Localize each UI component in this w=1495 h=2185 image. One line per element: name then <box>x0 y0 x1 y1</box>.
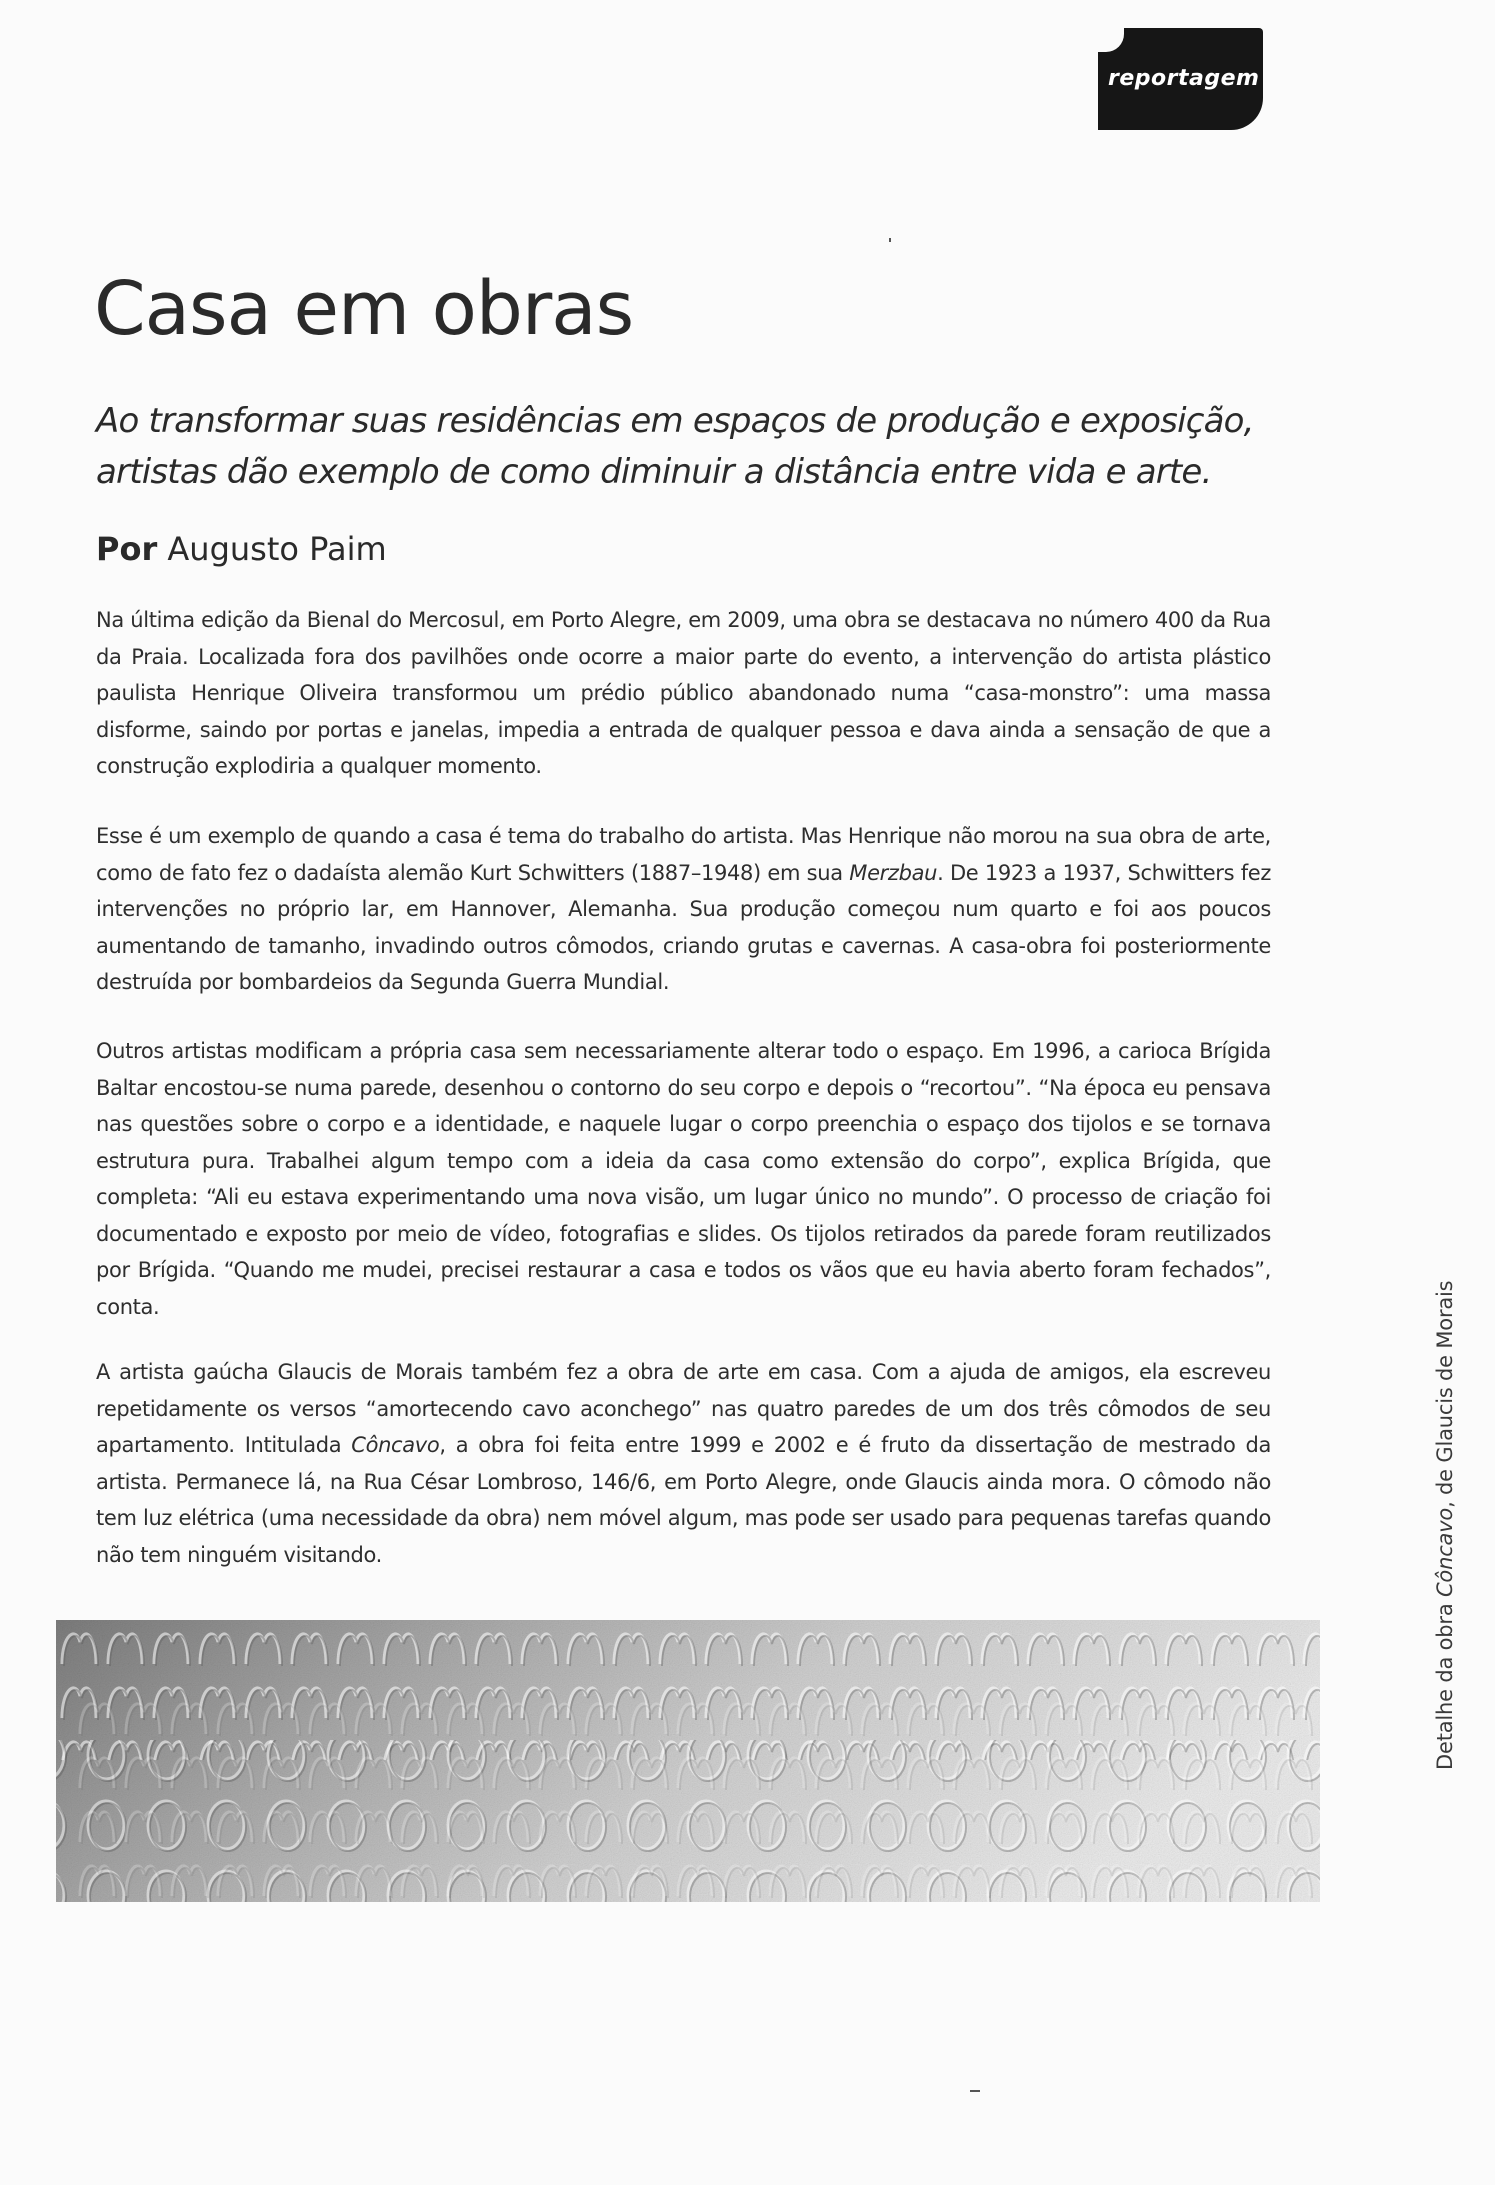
artwork-title-concavo: Côncavo <box>351 1433 440 1457</box>
photo-caption-text: Detalhe da obra <box>1433 1597 1457 1770</box>
artwork-photo <box>56 1620 1320 1902</box>
photo-caption-credit: , de Glaucis de Morais <box>1433 1280 1457 1508</box>
scan-speck <box>970 2090 980 2092</box>
article-subtitle: Ao transformar suas residências em espaços de produção e exposição, artistas dão exemplo de como diminuir a distância entre vida e arte. <box>96 401 1254 492</box>
paragraph-2-text-end: . De 1923 a 1937, Schwitters fez intervenções no próprio lar, em Hannover, Alemanha. Sua produção começou num quarto e foi aos poucos aumentando de tamanho, invadindo outros cômodos, criando grutas e cavernas. A casa-obra foi posteriormente destruída por bombardeios da Segunda Guerra Mundial. <box>96 860 1272 994</box>
paragraph-1: Na última edição da Bienal do Mercosul, em Porto Alegre, em 2009, uma obra se destacava no número 400 da Rua da Praia. Localizada fora dos pavilhões onde ocorre a maior parte do evento, a intervenção do artista plástico paulista Henrique Oliveira transformou um prédio público abandonado numa “casa-monstro”: uma massa disforme, saindo por portas e janelas, impedia a entrada de qualquer pessoa e dava ainda a sensação de que a construção explodiria a qualquer momento. <box>96 608 1271 778</box>
paragraph-4-text: A artista gaúcha Glaucis de Morais também fez a obra de arte em casa. Com a ajuda de amigos, ela escreveu repetidamente os versos “amortecendo cavo aconchego” nas quatro paredes de um dos três cômodos de seu apartamento. Intitulada <box>96 1360 1271 1457</box>
paragraph-2 <box>96 818 1271 1001</box>
scan-speck <box>889 238 891 242</box>
byline-prefix: Por <box>96 530 158 568</box>
paragraph-2-text: Esse é um exemplo de quando a casa é tema do trabalho do artista. Mas Henrique não morou na sua obra de arte, como de fato fez o dadaísta alemão Kurt Schwitters (1887–1948) em sua <box>96 824 1271 885</box>
photo-caption <box>1433 1281 1457 1770</box>
section-label: reportagem <box>1108 66 1260 91</box>
article-title: Casa em obras <box>94 266 634 352</box>
photo-caption-artwork: Côncavo <box>1433 1507 1457 1598</box>
paragraph-4 <box>96 1354 1271 1573</box>
artwork-title-merzbau: Merzbau <box>849 860 938 885</box>
paragraph-3: Outros artistas modificam a própria casa sem necessariamente alterar todo o espaço. Em 1996, a carioca Brígida Baltar encostou-se numa parede, desenhou o contorno do seu corpo e depois o “recortou”. “Na época eu pensava nas questões sobre o corpo e a identidade, e naquele lugar o corpo preenchia o espaço dos tijolos e se tornava estrutura pura. Trabalhei algum tempo com a ideia da casa como extensão do corpo”, explica Brígida, que completa: “Ali eu estava experimentando uma nova visão, um lugar único no mundo”. O processo de criação foi documentado e exposto por meio de vídeo, fotografias e slides. Os tijolos retirados da parede foram reutilizados por Brígida. “Quando me mudei, precisei restaurar a casa e todos os vãos que eu havia aberto foram fechados”, conta. <box>96 1039 1271 1319</box>
author-name: Augusto Paim <box>167 530 387 568</box>
paragraph-4-text-end: , a obra foi feita entre 1999 e 2002 e é fruto da dissertação de mestrado da artista. Permanece lá, na Rua César Lombroso, 146/6, em Porto Alegre, onde Glaucis ainda mora. O cômodo não tem luz elétrica (uma necessidade da obra) nem móvel algum, mas pode ser usado para pequenas tarefas quando não tem ninguém visitando. <box>96 1433 1271 1567</box>
section-tab <box>1098 28 1263 130</box>
byline <box>96 530 387 568</box>
